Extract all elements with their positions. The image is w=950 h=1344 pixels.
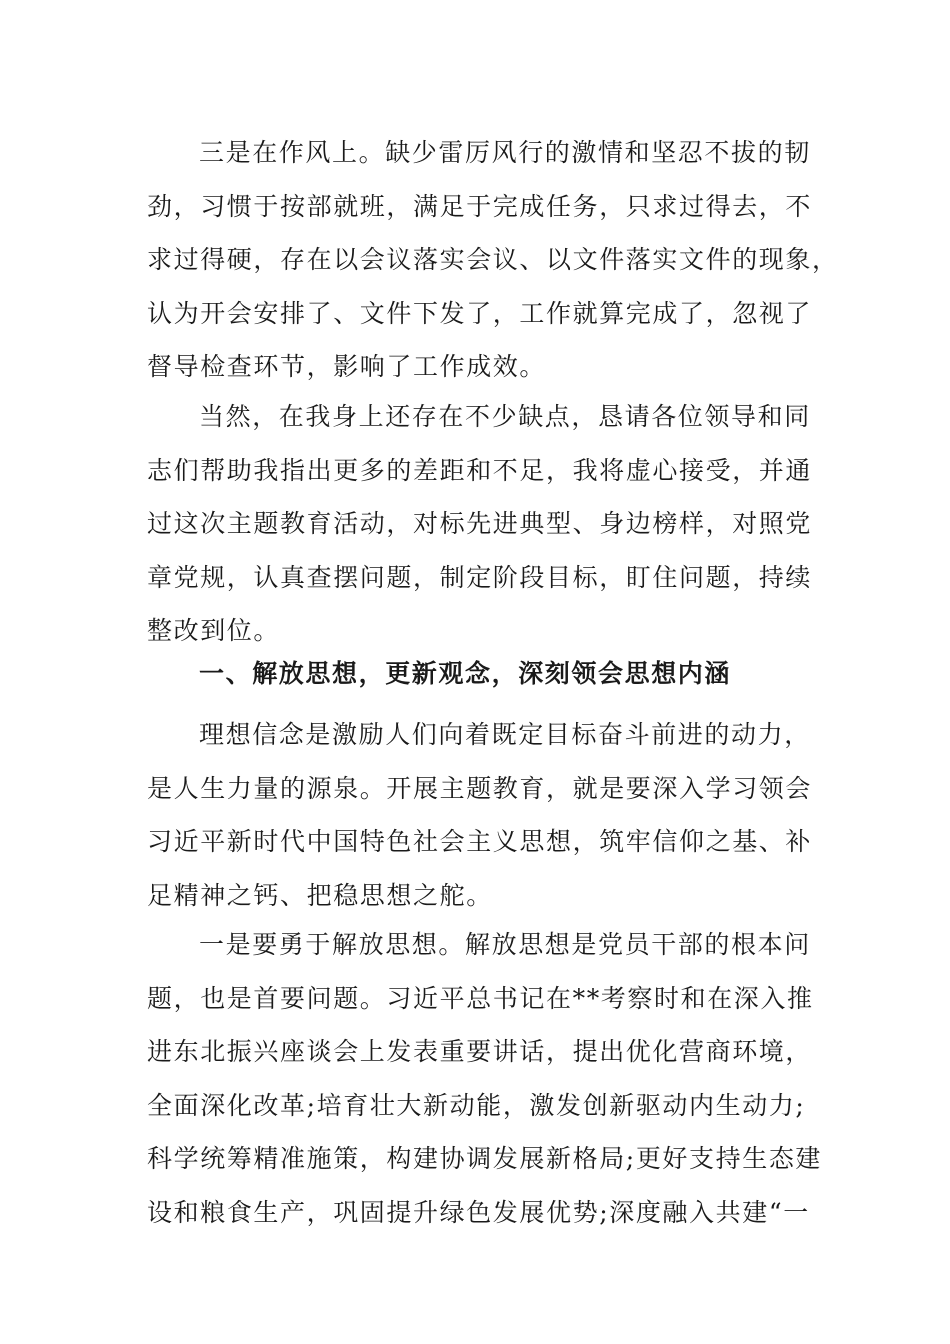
paragraph-line: 劲，习惯于按部就班，满足于完成任务，只求过得去，不	[147, 191, 813, 221]
section-heading	[147, 647, 801, 701]
paragraph-line: 督导检查环节，影响了工作成效。	[147, 352, 547, 381]
paragraph-emancipate-mind	[147, 918, 823, 1239]
paragraph-line: 足精神之钙、把稳思想之舵。	[147, 880, 493, 910]
paragraph-line: 习近平新时代中国特色社会主义思想，筑牢信仰之基、补	[147, 827, 813, 856]
paragraph-line: 过这次主题教育活动，对标先进典型、身边榜样，对照党	[147, 509, 813, 538]
paragraph-line: 设和粮食生产，巩固提升绿色发展优势;深度融入共建“一	[147, 1197, 810, 1227]
paragraph-line: 认为开会安排了、文件下发了，工作就算完成了，忽视了	[147, 298, 813, 328]
paragraph-line: 章党规，认真查摆问题，制定阶段目标，盯住问题，持续	[147, 562, 813, 592]
section-heading-text: 一、解放思想，更新观念，深刻领会思想内涵	[199, 659, 732, 688]
paragraph-work-style	[147, 126, 839, 394]
paragraph-line: 当然，在我身上还存在不少缺点，恳请各位领导和同	[199, 402, 811, 431]
paragraph-line: 科学统筹精准施策，构建协调发展新格局;更好支持生态建	[147, 1144, 823, 1173]
paragraph-line: 一是要勇于解放思想。解放思想是党员干部的根本问	[199, 930, 811, 959]
paragraph-line: 进东北振兴座谈会上发表重要讲话，提出优化营商环境，	[147, 1037, 813, 1066]
paragraph-line: 题，也是首要问题。习近平总书记在**考察时和在深入推	[147, 983, 814, 1013]
paragraph-line: 志们帮助我指出更多的差距和不足，我将虚心接受，并通	[147, 455, 813, 485]
paragraph-line: 全面深化改革;培育壮大新动能，激发创新驱动内生动力;	[147, 1090, 806, 1120]
paragraph-line: 理想信念是激励人们向着既定目标奋斗前进的动力，	[199, 720, 811, 749]
paragraph-line: 整改到位。	[147, 616, 281, 645]
paragraph-shortcomings	[147, 390, 813, 658]
paragraph-line: 三是在作风上。缺少雷厉风行的激情和坚忍不拔的韧	[199, 138, 811, 167]
paragraph-line: 求过得硬，存在以会议落实会议、以文件落实文件的现象，	[147, 245, 839, 274]
paragraph-ideals	[147, 708, 813, 922]
paragraph-line: 是人生力量的源泉。开展主题教育，就是要深入学习领会	[147, 773, 813, 803]
